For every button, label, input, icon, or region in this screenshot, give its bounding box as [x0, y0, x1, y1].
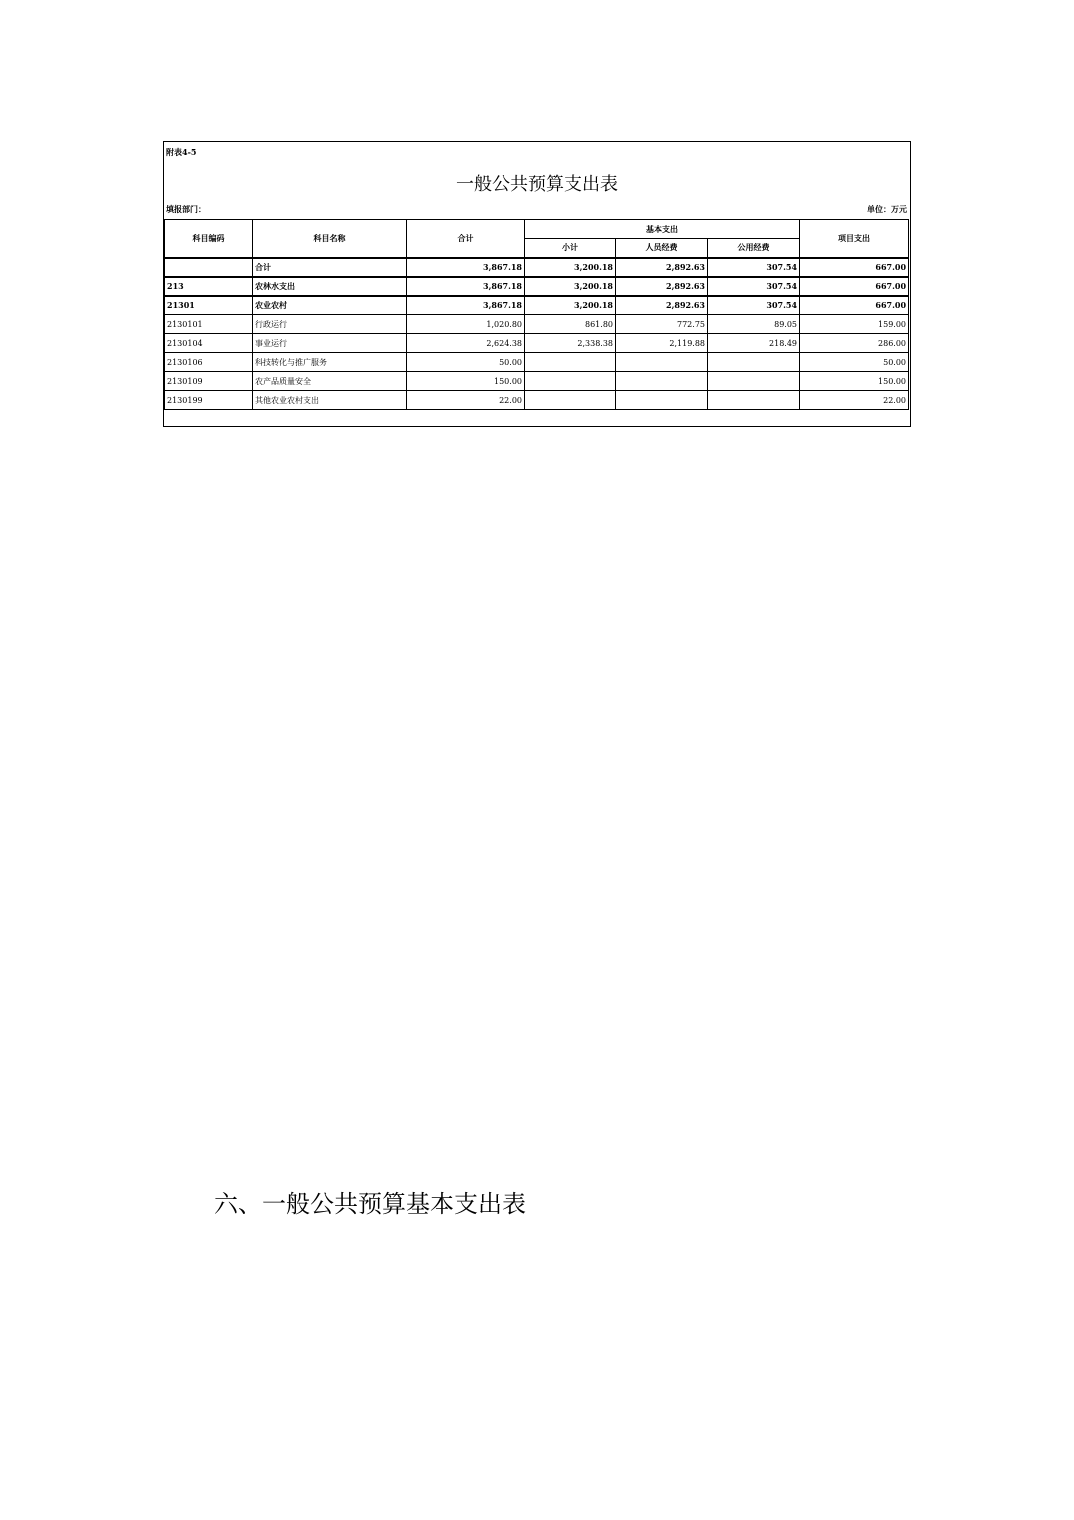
header-basic-group: 基本支出 — [525, 220, 800, 239]
table-row — [165, 315, 909, 334]
cell-subtotal — [525, 372, 616, 391]
dept-label: 填报部门： — [166, 204, 206, 214]
header-subtotal: 小计 — [525, 239, 616, 258]
table-row — [165, 296, 909, 315]
header-code: 科目编码 — [165, 220, 253, 258]
cell-subtotal: 861.80 — [525, 315, 616, 334]
cell-code: 2130104 — [165, 334, 253, 353]
cell-total: 22.00 — [407, 391, 525, 410]
cell-code: 2130101 — [165, 315, 253, 334]
cell-personnel: 2,892.63 — [616, 277, 708, 296]
cell-code: 2130199 — [165, 391, 253, 410]
cell-project: 667.00 — [800, 277, 909, 296]
header-public: 公用经费 — [708, 239, 800, 258]
cell-public: 307.54 — [708, 296, 800, 315]
cell-total: 50.00 — [407, 353, 525, 372]
table-row — [165, 372, 909, 391]
table-row — [165, 391, 909, 410]
header-personnel: 人员经费 — [616, 239, 708, 258]
header-project: 项目支出 — [800, 220, 909, 258]
cell-personnel: 772.75 — [616, 315, 708, 334]
cell-name: 科技转化与推广服务 — [253, 353, 407, 372]
cell-name: 合计 — [253, 258, 407, 277]
budget-table — [164, 219, 909, 410]
cell-project: 50.00 — [800, 353, 909, 372]
cell-project: 22.00 — [800, 391, 909, 410]
cell-personnel — [616, 353, 708, 372]
cell-project: 667.00 — [800, 258, 909, 277]
cell-public — [708, 372, 800, 391]
cell-code — [165, 258, 253, 277]
header-total: 合计 — [407, 220, 525, 258]
cell-name: 农产品质量安全 — [253, 372, 407, 391]
cell-code: 2130109 — [165, 372, 253, 391]
cell-subtotal: 3,200.18 — [525, 296, 616, 315]
cell-project: 159.00 — [800, 315, 909, 334]
cell-subtotal: 3,200.18 — [525, 277, 616, 296]
cell-subtotal — [525, 391, 616, 410]
cell-name: 事业运行 — [253, 334, 407, 353]
cell-public — [708, 391, 800, 410]
cell-personnel: 2,892.63 — [616, 258, 708, 277]
cell-subtotal: 3,200.18 — [525, 258, 616, 277]
cell-total: 2,624.38 — [407, 334, 525, 353]
cell-total: 3,867.18 — [407, 258, 525, 277]
cell-name: 其他农业农村支出 — [253, 391, 407, 410]
section-heading: 六、一般公共预算基本支出表 — [214, 1190, 526, 1218]
cell-total: 1,020.80 — [407, 315, 525, 334]
cell-total: 3,867.18 — [407, 296, 525, 315]
cell-project: 286.00 — [800, 334, 909, 353]
cell-personnel: 2,892.63 — [616, 296, 708, 315]
cell-public: 307.54 — [708, 258, 800, 277]
cell-public: 218.49 — [708, 334, 800, 353]
cell-subtotal — [525, 353, 616, 372]
cell-personnel: 2,119.88 — [616, 334, 708, 353]
cell-project: 150.00 — [800, 372, 909, 391]
header-name: 科目名称 — [253, 220, 407, 258]
unit-label: 单位：万元 — [867, 204, 907, 214]
cell-personnel — [616, 372, 708, 391]
cell-public: 89.05 — [708, 315, 800, 334]
cell-code: 213 — [165, 277, 253, 296]
table-row — [165, 277, 909, 296]
cell-total: 3,867.18 — [407, 277, 525, 296]
cell-public — [708, 353, 800, 372]
table-title: 一般公共预算支出表 — [456, 174, 618, 195]
cell-public: 307.54 — [708, 277, 800, 296]
cell-name: 农业农村 — [253, 296, 407, 315]
cell-project: 667.00 — [800, 296, 909, 315]
attachment-label: 附表4-5 — [166, 147, 197, 157]
table-row — [165, 258, 909, 277]
cell-total: 150.00 — [407, 372, 525, 391]
cell-name: 农林水支出 — [253, 277, 407, 296]
table-row — [165, 334, 909, 353]
cell-code: 21301 — [165, 296, 253, 315]
cell-personnel — [616, 391, 708, 410]
cell-subtotal: 2,338.38 — [525, 334, 616, 353]
cell-name: 行政运行 — [253, 315, 407, 334]
cell-code: 2130106 — [165, 353, 253, 372]
table-row — [165, 353, 909, 372]
